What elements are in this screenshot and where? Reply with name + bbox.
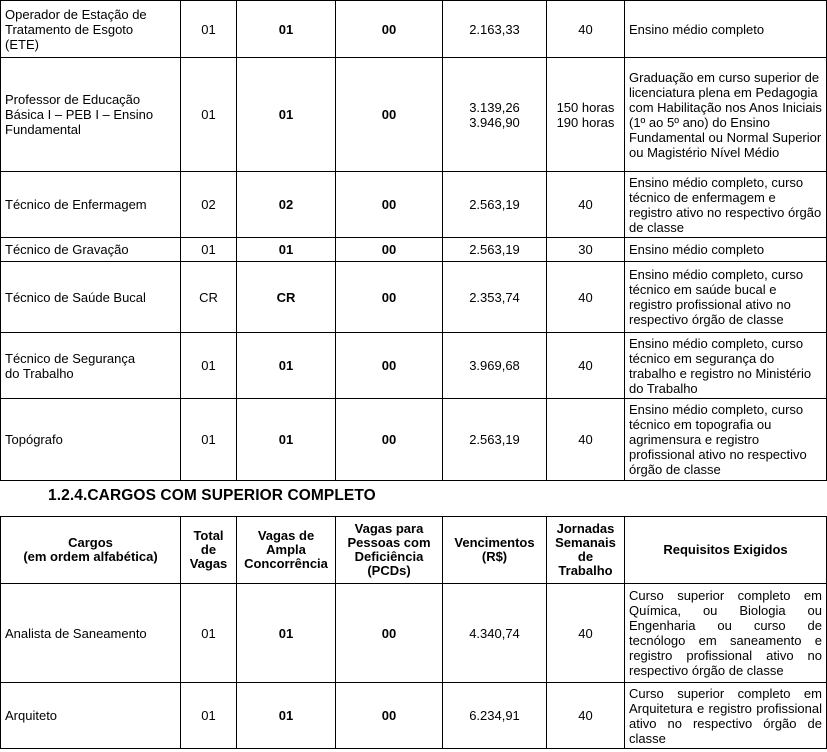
jornada-cell: 40 xyxy=(547,262,625,333)
total-vagas-cell: CR xyxy=(181,262,237,333)
cargo-cell: Técnico de Saúde Bucal xyxy=(1,262,181,333)
jornada-cell: 40 xyxy=(547,399,625,481)
cargo-cell: Técnico de Segurança do Trabalho xyxy=(1,333,181,399)
header-cargos: Cargos (em ordem alfabética) xyxy=(1,517,181,584)
vencimentos-cell: 2.563,19 xyxy=(443,399,547,481)
requisitos-cell: Ensino médio completo, curso técnico de enfermagem e registro ativo no respectivo órgão de classe xyxy=(625,172,827,238)
total-vagas-cell: 01 xyxy=(181,584,237,683)
cargo-cell: Analista de Saneamento xyxy=(1,584,181,683)
pcd-vagas-cell: 00 xyxy=(336,172,443,238)
requisitos-cell: Ensino médio completo, curso técnico em segurança do trabalho e registro no Ministério do Trabalho xyxy=(625,333,827,399)
requisitos-cell: Ensino médio completo, curso técnico em topografia ou agrimensura e registro profissional ativo no respectivo órgão de classe xyxy=(625,399,827,481)
table-row xyxy=(1,683,827,749)
vencimentos-cell: 4.340,74 xyxy=(443,584,547,683)
vencimentos-cell: 2.353,74 xyxy=(443,262,547,333)
vencimentos-cell: 3.969,68 xyxy=(443,333,547,399)
requisitos-cell: Ensino médio completo xyxy=(625,1,827,58)
section-heading: 1.2.4.CARGOS COM SUPERIOR COMPLETO xyxy=(48,487,376,504)
ampla-concorrencia-cell: CR xyxy=(237,262,336,333)
pcd-vagas-cell: 00 xyxy=(336,238,443,262)
cargo-cell: Arquiteto xyxy=(1,683,181,749)
pcd-vagas-cell: 00 xyxy=(336,683,443,749)
table-row xyxy=(1,262,827,333)
requisitos-cell: Graduação em curso superior de licenciatura plena em Pedagogia com Habilitação nos Anos Iniciais (1º ao 5º ano) do Ensino Fundamental ou Normal Superior ou Magistério Nível Médio xyxy=(625,58,827,172)
total-vagas-cell: 01 xyxy=(181,238,237,262)
header-jornada: Jornadas Semanais de Trabalho xyxy=(547,517,625,584)
header-ampla-concorrencia: Vagas de Ampla Concorrência xyxy=(237,517,336,584)
pcd-vagas-cell: 00 xyxy=(336,58,443,172)
total-vagas-cell: 01 xyxy=(181,1,237,58)
requisitos-cell: Curso superior completo em Arquitetura e registro profissional ativo no respectivo órgão de classe xyxy=(625,683,827,749)
jornada-cell: 40 xyxy=(547,584,625,683)
cargo-cell: Topógrafo xyxy=(1,399,181,481)
ampla-concorrencia-cell: 01 xyxy=(237,399,336,481)
header-total-vagas: Total de Vagas xyxy=(181,517,237,584)
jornada-cell: 30 xyxy=(547,238,625,262)
jornada-cell: 150 horas 190 horas xyxy=(547,58,625,172)
table-row xyxy=(1,172,827,238)
cargo-cell: Técnico de Enfermagem xyxy=(1,172,181,238)
table-row xyxy=(1,58,827,172)
total-vagas-cell: 01 xyxy=(181,683,237,749)
requisitos-cell: Curso superior completo em Química, ou Biologia ou Engenharia ou curso de tecnólogo em saneamento e registro profissional ativo no respectivo órgão de classe xyxy=(625,584,827,683)
table-row xyxy=(1,399,827,481)
requisitos-cell: Ensino médio completo xyxy=(625,238,827,262)
pcd-vagas-cell: 00 xyxy=(336,333,443,399)
table-row xyxy=(1,333,827,399)
table-row xyxy=(1,584,827,683)
ampla-concorrencia-cell: 01 xyxy=(237,58,336,172)
cargo-cell: Professor de Educação Básica I – PEB I – Ensino Fundamental xyxy=(1,58,181,172)
table-row xyxy=(1,238,827,262)
pcd-vagas-cell: 00 xyxy=(336,1,443,58)
ampla-concorrencia-cell: 01 xyxy=(237,683,336,749)
header-pcd-vagas: Vagas para Pessoas com Deficiência (PCDs) xyxy=(336,517,443,584)
ampla-concorrencia-cell: 02 xyxy=(237,172,336,238)
total-vagas-cell: 01 xyxy=(181,333,237,399)
cargo-cell: Operador de Estação de Tratamento de Esgoto (ETE) xyxy=(1,1,181,58)
vencimentos-cell: 2.563,19 xyxy=(443,238,547,262)
cargos-superior-table xyxy=(0,516,827,749)
pcd-vagas-cell: 00 xyxy=(336,584,443,683)
pcd-vagas-cell: 00 xyxy=(336,262,443,333)
total-vagas-cell: 01 xyxy=(181,58,237,172)
total-vagas-cell: 01 xyxy=(181,399,237,481)
pcd-vagas-cell: 00 xyxy=(336,399,443,481)
ampla-concorrencia-cell: 01 xyxy=(237,584,336,683)
header-vencimentos: Vencimentos (R$) xyxy=(443,517,547,584)
total-vagas-cell: 02 xyxy=(181,172,237,238)
vencimentos-cell: 3.139,26 3.946,90 xyxy=(443,58,547,172)
ampla-concorrencia-cell: 01 xyxy=(237,1,336,58)
vencimentos-cell: 2.563,19 xyxy=(443,172,547,238)
cargo-cell: Técnico de Gravação xyxy=(1,238,181,262)
header-requisitos: Requisitos Exigidos xyxy=(625,517,827,584)
jornada-cell: 40 xyxy=(547,333,625,399)
ampla-concorrencia-cell: 01 xyxy=(237,333,336,399)
jornada-cell: 40 xyxy=(547,1,625,58)
requisitos-cell: Ensino médio completo, curso técnico em saúde bucal e registro profissional ativo no respectivo órgão de classe xyxy=(625,262,827,333)
header-row xyxy=(1,517,827,584)
vencimentos-cell: 6.234,91 xyxy=(443,683,547,749)
jornada-cell: 40 xyxy=(547,683,625,749)
jornada-cell: 40 xyxy=(547,172,625,238)
table-row xyxy=(1,1,827,58)
vencimentos-cell: 2.163,33 xyxy=(443,1,547,58)
ampla-concorrencia-cell: 01 xyxy=(237,238,336,262)
